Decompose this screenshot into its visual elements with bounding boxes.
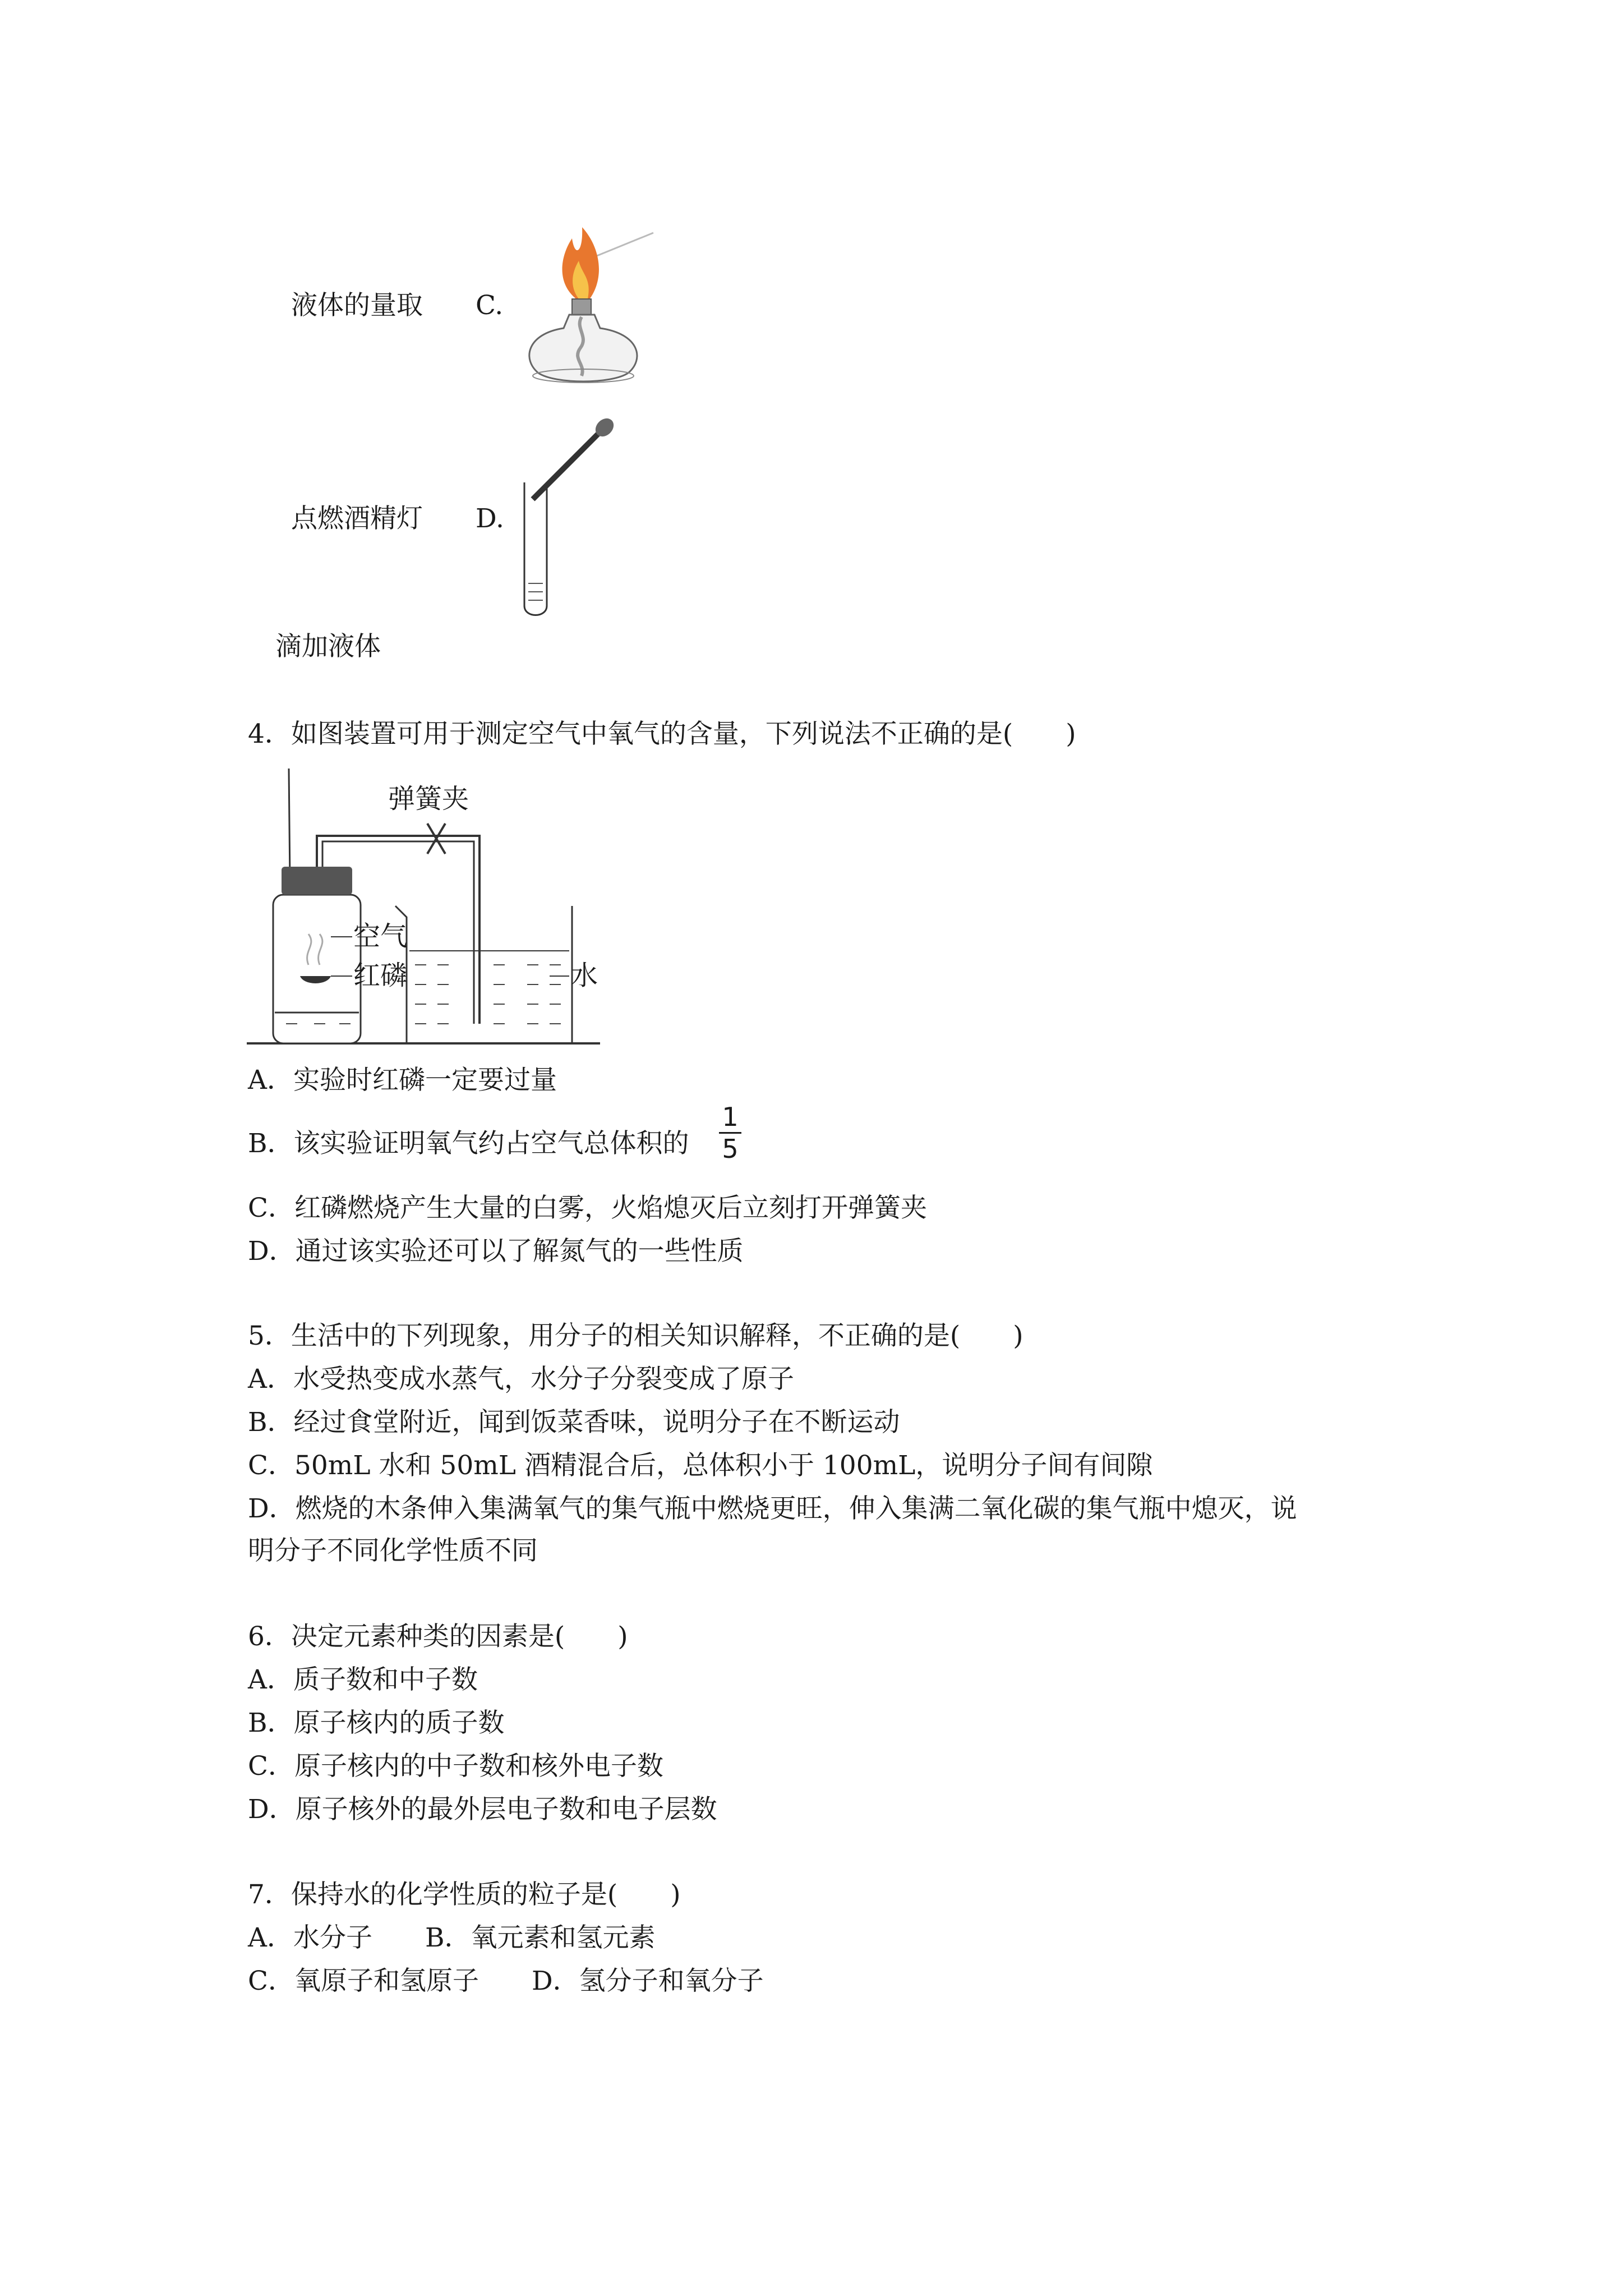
q5-stem: 5．生活中的下列现象，用分子的相关知识解释，不正确的是( ): [248, 1320, 1023, 1351]
q5-option-c: C．50mL 水和 50mL 酒精混合后，总体积小于 100mL，说明分子间有间隙: [248, 1450, 1153, 1481]
q6-stem: 6．决定元素种类的因素是( ): [248, 1621, 628, 1652]
oxygen-measurement-apparatus-diagram: [247, 769, 600, 1049]
q3-option-b-text: 液体的量取: [291, 290, 423, 321]
q3-option-d-text: 滴加液体: [275, 631, 381, 662]
fraction-numerator: 1: [722, 1102, 739, 1132]
fraction-one-fifth: [719, 1104, 741, 1162]
q3-option-c-letter: C.: [476, 290, 504, 321]
q4-option-c: C．红磷燃烧产生大量的白雾，火焰熄灭后立刻打开弹簧夹: [248, 1193, 927, 1223]
q7-options-row2: C．氧原子和氢原子 D．氢分子和氧分子: [248, 1966, 764, 1996]
q4-option-a: A．实验时红磷一定要过量: [248, 1065, 557, 1096]
q6-option-c: C．原子核内的中子数和核外电子数: [248, 1751, 663, 1782]
q3-option-d-letter: D.: [476, 503, 504, 534]
q5-option-a: A．水受热变成水蒸气，水分子分裂变成了原子: [248, 1364, 794, 1395]
phosphorus-label: 红磷: [353, 960, 408, 991]
q5-option-b: B．经过食堂附近，闻到饭菜香味，说明分子在不断运动: [248, 1407, 900, 1438]
q7-options-row1: A．水分子 B．氧元素和氢元素: [248, 1922, 656, 1953]
q4-option-d: D．通过该实验还可以了解氮气的一些性质: [248, 1236, 744, 1267]
q3-option-c-text: 点燃酒精灯: [291, 503, 423, 534]
q6-option-d: D．原子核外的最外层电子数和电子层数: [248, 1794, 717, 1825]
q4-stem: 4．如图装置可用于测定空气中氧气的含量，下列说法不正确的是( ): [248, 719, 1076, 749]
q6-option-a: A．质子数和中子数: [248, 1664, 478, 1695]
test-tube-dropper-icon: [516, 415, 628, 623]
water-label: 水: [571, 960, 598, 991]
air-label: 空气: [353, 921, 408, 952]
q7-stem: 7．保持水的化学性质的粒子是( ): [248, 1879, 681, 1910]
q4-option-b: B．该实验证明氧气约占空气总体积的: [248, 1128, 689, 1159]
fraction-denominator: 5: [722, 1134, 739, 1164]
clamp-label: 弹簧夹: [388, 783, 469, 815]
q6-option-b: B．原子核内的质子数: [248, 1708, 505, 1738]
q5-option-d: D．燃烧的木条伸入集满氧气的集气瓶中燃烧更旺，伸入集满二氧化碳的集气瓶中熄灭，说: [248, 1493, 1297, 1524]
q5-option-d-cont: 明分子不同化学性质不同: [248, 1535, 538, 1566]
alcohol-lamp-lighting-icon: [516, 216, 662, 395]
